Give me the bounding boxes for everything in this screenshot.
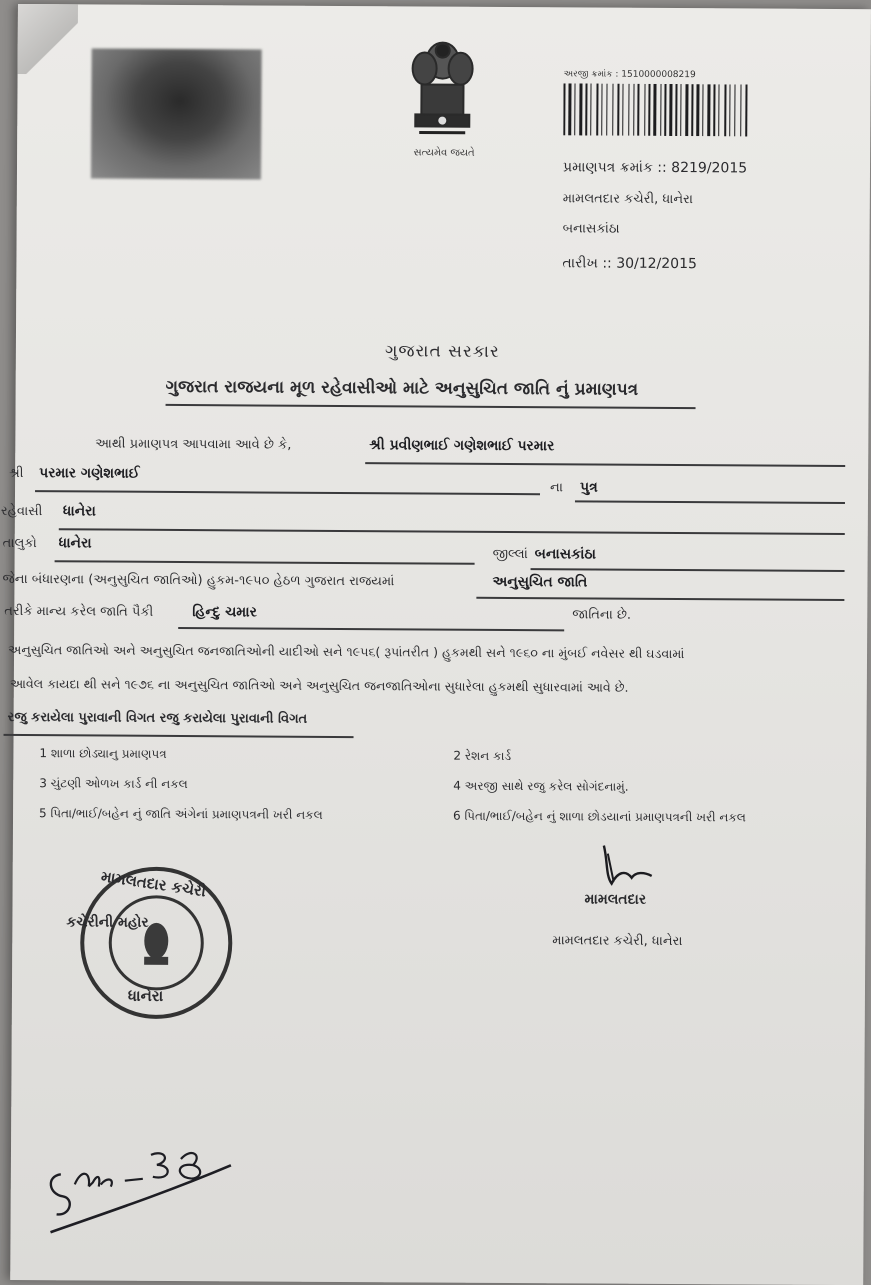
barcode-bar: [628, 84, 629, 136]
district-line: [531, 568, 845, 571]
evidence-item-3: 3 ચુંટણી ઓળખ કાર્ડ ની નકલ: [39, 776, 188, 792]
barcode-bar: [713, 84, 715, 136]
barcode-bar: [734, 84, 735, 136]
caste-line: [178, 627, 564, 631]
applicant-photo: [91, 48, 262, 179]
handwritten-serial-note: [40, 1124, 241, 1245]
seal-top-text: મામલતદાર કચેરી: [99, 867, 208, 901]
seal-bottom-text: ધાનેરા: [127, 986, 164, 1005]
residence-label: રહેવાસી: [0, 503, 43, 520]
barcode-bar: [579, 83, 582, 135]
barcode-bar: [596, 84, 598, 136]
barcode-bar: [702, 84, 703, 136]
legal-paragraph-line1: અનુસુચિત જાતિઓ અને અનુસુચિત જનજાતિઓની યાદીઓ સને ૧૯૫૬( રૂપાંતરીત ) હુકમથી સને ૧૯૬૦ ના મુંબઈ નવેસર થી ઘડવામાં: [8, 641, 685, 662]
barcode-bar: [637, 84, 639, 136]
issuing-office: મામલતદાર કચેરી, ધાનેરા: [562, 191, 694, 208]
signatory-office: મામલતદાર કચેરી, ધાનેરા: [552, 933, 683, 950]
certificate-paper: [0, 4, 871, 1285]
evidence-item-4: 4 અરજી સાથે રજુ કરેલ સોગંદનામું.: [453, 778, 629, 794]
evidence-item-2: 2 રેશન કાર્ડ: [453, 748, 512, 764]
emblem-motto: સત્યમેવ જયતે: [413, 147, 475, 159]
evidence-heading: રજુ કરાયેલા પુરાવાની વિગત રજુ કરાયેલા પુરાવાની વિગત: [7, 709, 308, 727]
government-heading: ગુજરાત સરકાર: [384, 341, 500, 362]
barcode-bar: [633, 84, 634, 136]
legal-paragraph-line2: આવેલ કાયદા થી સને ૧૯૭૬ ના અનુસુચિત જાતિઓ અને અનુસુચિત જનજાતિઓના સુધારેલા હુકમથી સુધારવામાં આવે છે.: [9, 675, 629, 695]
relation-line: [575, 500, 845, 503]
barcode-bar: [724, 84, 726, 136]
barcode-bar: [601, 84, 602, 136]
applicant-name-line: [365, 462, 845, 466]
barcode-bar: [648, 84, 650, 136]
category: અનુસુચિત જાતિ: [492, 573, 588, 591]
barcode-bar: [680, 84, 681, 136]
na-label: ના: [550, 480, 563, 496]
barcode-bar: [653, 84, 656, 136]
barcode-bar: [691, 84, 693, 136]
office-seal: [66, 862, 237, 1023]
certificate-title: ગુજરાત રાજયના મૂળ રહેવાસીઓ માટે અનુસુચિત જાતિ નું પ્રમાણપત્ર: [165, 376, 639, 400]
barcode-bar: [729, 84, 730, 136]
barcode-bar: [574, 83, 575, 135]
barcode-bar: [685, 84, 688, 136]
national-emblem-icon: [399, 32, 486, 149]
barcode: [563, 83, 751, 136]
taluka-label: તાલુકો: [2, 535, 37, 552]
seal-center-text: કચેરીની મહોર: [66, 914, 149, 931]
applicant-name: શ્રી પ્રવીણભાઈ ગણેશભાઈ પરમાર: [369, 437, 555, 455]
barcode-bar: [590, 83, 591, 135]
title-underline: [166, 404, 696, 409]
intro-label: આથી પ્રમાણપત્ર આપવામા આવે છે કે,: [95, 436, 292, 453]
barcode-bar: [606, 84, 607, 136]
barcode-bar: [696, 84, 699, 136]
evidence-heading-underline: [4, 734, 354, 738]
taluka: ધાનેરા: [58, 535, 92, 552]
certificate-number: પ્રમાણપત્ર ક્રમાંક :: 8219/2015: [562, 159, 748, 177]
caste: હિન્દુ ચમાર: [192, 604, 257, 621]
father-name-line: [35, 490, 540, 495]
barcode-bar: [585, 83, 587, 135]
barcode-bar: [660, 84, 661, 136]
barcode-bar: [669, 84, 672, 136]
relation: પુત્ર: [580, 479, 598, 496]
barcode-bar: [612, 84, 613, 136]
signatory-designation: મામલતદાર: [584, 891, 647, 908]
father-name: પરમાર ગણેશભાઈ: [39, 465, 140, 482]
barcode-bar: [563, 83, 565, 135]
folded-corner: [18, 4, 78, 74]
residence: ધાનેરા: [62, 503, 96, 520]
barcode-bar: [568, 83, 571, 135]
evidence-item-6: 6 પિતા/ભાઈ/બહેન નું શાળા છોડયાનાં પ્રમાણપત્રની ખરી નકલ: [453, 808, 746, 825]
evidence-item-5: 5 પિતા/ભાઈ/બહેન નું જાતિ અંગેનાં પ્રમાણપત્રની ખરી નકલ: [39, 806, 323, 822]
shri-label: શ્રી: [9, 465, 24, 482]
barcode-bar: [740, 84, 741, 136]
district-label: જીલ્લાં: [492, 546, 528, 563]
issuing-district: બનાસકાંઠા: [562, 221, 620, 237]
issue-date: તારીખ :: 30/12/2015: [562, 255, 697, 273]
caste-suffix: જાતિના છે.: [572, 607, 632, 623]
barcode-bar: [664, 84, 666, 136]
barcode-bar: [644, 84, 645, 136]
barcode-bar: [745, 84, 747, 136]
taluka-line: [55, 560, 475, 564]
order-text: જેના બંધારણના (અનુસુચિત જાતિઓ) હુકમ-૧૯૫૦ હેઠળ ગુજરાત રાજયમાં: [2, 571, 395, 590]
barcode-bar: [622, 84, 623, 136]
evidence-item-1: 1 શાળા છોડ્યાનુ પ્રમાણપત્ર: [39, 746, 167, 761]
barcode-bar: [675, 84, 677, 136]
district-value: બનાસકાંઠા: [534, 546, 597, 563]
category-line: [476, 597, 844, 601]
barcode-bar: [707, 84, 710, 136]
officer-signature: [596, 842, 656, 892]
residence-line: [59, 528, 845, 534]
application-number: અરજી ક્રમાંક : 1510000008219: [563, 69, 696, 81]
barcode-bar: [718, 84, 719, 136]
recognized-label: તરીકે માન્ય કરેલ જાતિ પૈકી: [4, 603, 154, 620]
barcode-bar: [617, 84, 619, 136]
